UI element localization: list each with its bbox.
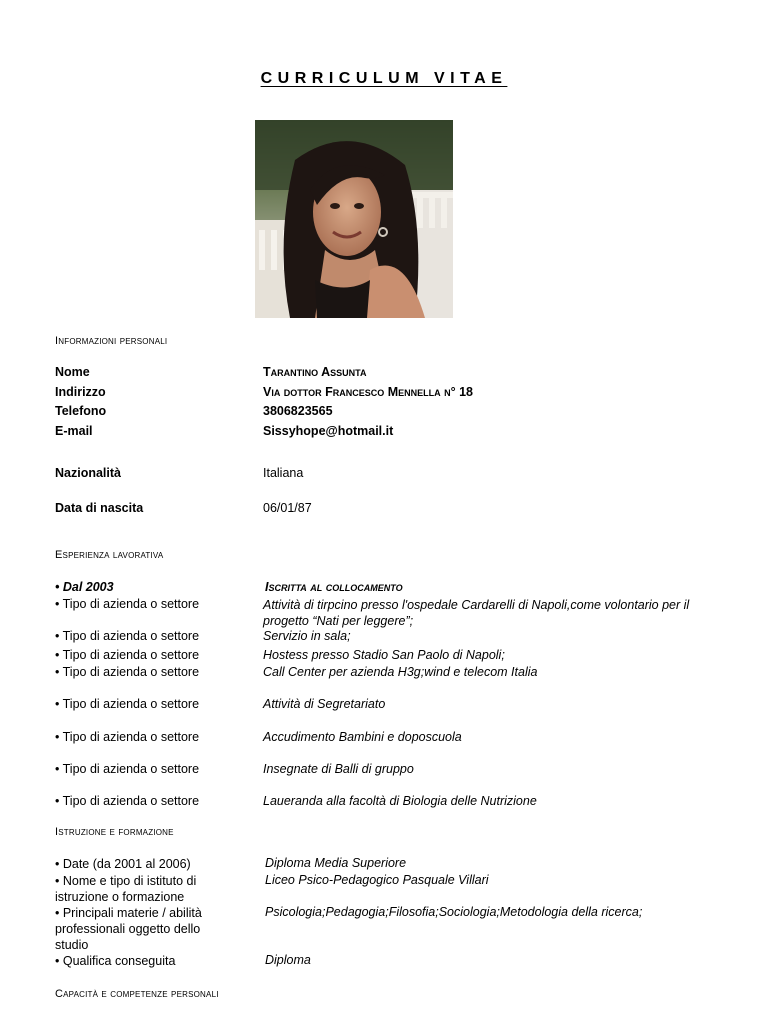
experience-item-value: Laueranda alla facoltà di Biologia delle Nutrizione — [263, 794, 537, 808]
nationality-label: Nazionalità — [55, 466, 121, 480]
profile-photo — [255, 120, 453, 318]
experience-item-value: Call Center per azienda H3g;wind e telecom Italia — [263, 665, 538, 679]
experience-item-label: • Tipo di azienda o settore — [55, 697, 200, 711]
experience-item-value: Attività di Segretariato — [263, 697, 386, 711]
experience-item-value: Hostess presso Stadio San Paolo di Napoli; — [263, 648, 505, 662]
since-label: • Dal 2003 — [55, 580, 114, 594]
address-label: Indirizzo — [55, 385, 106, 399]
email-value: Sissyhope@hotmail.it — [263, 424, 394, 438]
experience-item-label: • Tipo di azienda o settore — [55, 648, 200, 662]
education-item-value: Diploma Media Superiore — [265, 856, 407, 870]
experience-item-label: • Tipo di azienda o settore — [55, 762, 200, 776]
education-item-value: Diploma — [265, 953, 311, 967]
birthdate-label: Data di nascita — [55, 501, 144, 515]
birthdate-value: 06/01/87 — [263, 501, 312, 515]
section-personal-skills: Capacità e competenze personali — [55, 988, 219, 1000]
email-label: E-mail — [55, 424, 93, 438]
name-label: Nome — [55, 365, 90, 379]
since-value: Iscritta al collocamento — [265, 580, 403, 594]
section-work-experience: Esperienza lavorativa — [55, 549, 164, 561]
address-value: Via dottor Francesco Mennella n° 18 — [263, 385, 473, 399]
experience-item-value: Servizio in sala; — [263, 629, 351, 643]
education-item-value: Liceo Psico-Pedagogico Pasquale Villari — [265, 873, 489, 887]
experience-item-value: Insegnate di Balli di gruppo — [263, 762, 414, 776]
education-item-label: • Principali materie / abilità professionali oggetto dello studio — [55, 906, 202, 952]
experience-item-label: • Tipo di azienda o settore — [55, 665, 200, 679]
education-item-label: • Date (da 2001 al 2006) — [55, 857, 191, 871]
experience-item-label: • Tipo di azienda o settore — [55, 794, 200, 808]
section-education: Istruzione e formazione — [55, 826, 174, 838]
experience-item-label: • Tipo di azienda o settore — [55, 629, 200, 643]
experience-item-value: Accudimento Bambini e doposcuola — [263, 730, 462, 744]
phone-label: Telefono — [55, 404, 107, 418]
experience-item-label: • Tipo di azienda o settore — [55, 597, 200, 611]
education-item-value: Psicologia;Pedagogia;Filosofia;Sociologia;Metodologia della ricerca; — [265, 905, 643, 919]
experience-item-label: • Tipo di azienda o settore — [55, 730, 200, 744]
phone-value: 3806823565 — [263, 404, 333, 418]
experience-item-value: Attività di tirpcino presso l'ospedale Cardarelli di Napoli,come volontario per il progetto “Nati per leggere”; — [263, 598, 690, 628]
profile-photo-image — [255, 120, 453, 318]
name-value: Tarantino Assunta — [263, 365, 367, 379]
nationality-value: Italiana — [263, 466, 304, 480]
education-item-label: • Nome e tipo di istituto di istruzione o formazione — [55, 874, 197, 904]
education-item-label: • Qualifica conseguita — [55, 954, 176, 968]
section-personal-info: Informazioni personali — [55, 335, 168, 347]
document-title: CURRICULUM VITAE — [260, 70, 508, 87]
